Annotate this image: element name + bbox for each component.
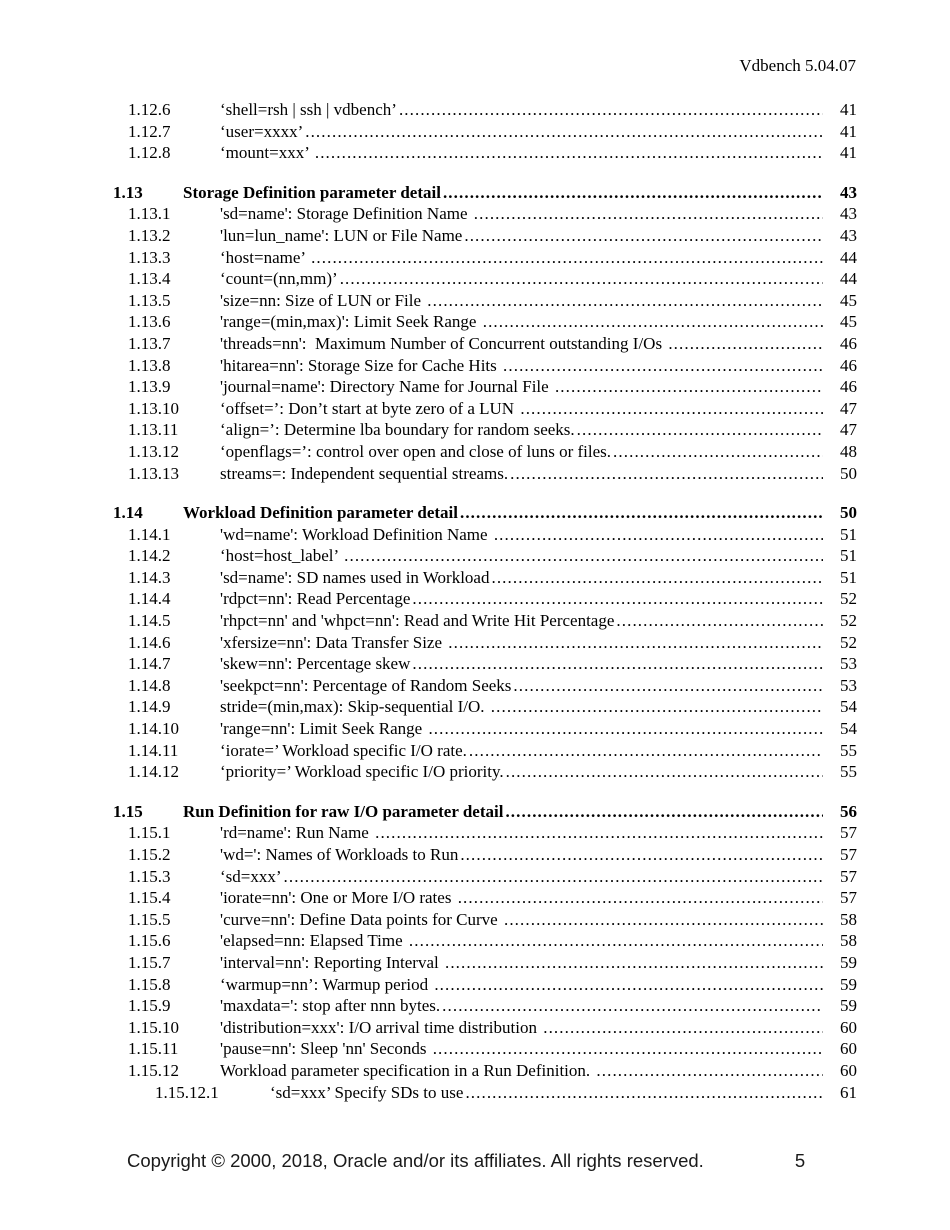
toc-entry-page: 50 bbox=[827, 502, 857, 1230]
toc-entry-title: ‘sd=xxx’ bbox=[220, 866, 282, 886]
toc-leader-dots bbox=[494, 524, 823, 546]
toc-entry-number: 1.14.11 bbox=[128, 740, 179, 760]
toc-entry bbox=[0, 268, 857, 290]
toc-entry bbox=[0, 930, 857, 952]
toc-section-entry bbox=[0, 502, 857, 524]
toc-entry-page: 56 bbox=[827, 801, 857, 1230]
toc-entry-number: 1.14.4 bbox=[128, 589, 171, 609]
toc-entry-title: ‘shell=rsh | ssh | vdbench’ bbox=[220, 100, 397, 119]
toc-entry bbox=[0, 844, 857, 866]
toc-entry-number: 1.12.8 bbox=[128, 143, 171, 163]
toc-entry bbox=[0, 225, 857, 247]
toc-entry-page: 53 bbox=[827, 675, 857, 1230]
toc-entry bbox=[0, 311, 857, 333]
toc-leader-dots bbox=[315, 142, 823, 164]
toc-leader-dots bbox=[510, 463, 823, 485]
toc-section-entry bbox=[0, 182, 857, 204]
toc-entry bbox=[0, 398, 857, 420]
toc-entry-number: 1.15.12.1 bbox=[155, 1082, 219, 1102]
toc-leader-dots bbox=[434, 974, 823, 996]
toc-entry bbox=[0, 952, 857, 974]
toc-entry bbox=[0, 632, 857, 654]
toc-entry-page: 59 bbox=[827, 995, 857, 1230]
toc-entry-number: 1.12.7 bbox=[128, 121, 171, 141]
toc-entry bbox=[0, 524, 857, 546]
toc-entry-title: ‘count=(nn,mm)’ bbox=[220, 269, 338, 289]
toc-entry-number: 1.15.8 bbox=[128, 974, 171, 994]
toc-entry bbox=[0, 99, 857, 121]
toc-leader-dots bbox=[305, 121, 823, 143]
toc-entry-number: 1.14.10 bbox=[128, 719, 179, 739]
toc-entry-page: 53 bbox=[827, 653, 857, 1230]
toc-leader-dots bbox=[344, 545, 823, 567]
toc-entry bbox=[0, 974, 857, 996]
toc-entry-number: 1.13.11 bbox=[128, 420, 179, 440]
toc-entry-page: 54 bbox=[827, 718, 857, 1230]
toc-entry-page: 60 bbox=[827, 1017, 857, 1230]
toc-entry-page: 51 bbox=[827, 545, 857, 1230]
toc-entry-page: 51 bbox=[827, 567, 857, 1230]
toc-entry-title: 'sd=name': SD names used in Workload bbox=[220, 567, 490, 587]
toc-entry bbox=[0, 696, 857, 718]
toc-entry-page: 43 bbox=[827, 182, 857, 1230]
toc-leader-dots bbox=[491, 567, 823, 589]
toc-entry-number: 1.14.1 bbox=[128, 524, 171, 544]
toc-leader-dots bbox=[474, 203, 823, 225]
toc-entry-page: 52 bbox=[827, 632, 857, 1230]
toc-entry bbox=[0, 761, 857, 783]
toc-entry-title: ‘mount=xxx’ bbox=[220, 143, 313, 163]
toc-entry-page: 59 bbox=[827, 974, 857, 1230]
toc-entry-number: 1.14.3 bbox=[128, 567, 171, 587]
doc-header bbox=[0, 56, 856, 76]
toc-entry-number: 1.15.11 bbox=[128, 1039, 179, 1059]
toc-entry bbox=[0, 333, 857, 355]
toc-entry-title: 'xfersize=nn': Data Transfer Size bbox=[220, 632, 447, 652]
toc-entry bbox=[0, 463, 857, 485]
toc-entry-page: 46 bbox=[827, 355, 857, 1230]
toc-entry-title: 'elapsed=nn: Elapsed Time bbox=[220, 931, 407, 951]
toc-entry-number: 1.15.1 bbox=[128, 823, 171, 843]
toc-entry bbox=[0, 610, 857, 632]
toc-leader-dots bbox=[577, 419, 823, 441]
toc-entry-page: 55 bbox=[827, 761, 857, 1230]
toc-entry-title: 'iorate=nn': One or More I/O rates bbox=[220, 888, 456, 908]
toc-entry-number: 1.15.5 bbox=[128, 909, 171, 929]
toc-entry-number: 1.15.7 bbox=[128, 952, 171, 972]
toc-entry-page: 46 bbox=[827, 333, 857, 1230]
toc-entry-number: 1.14.2 bbox=[128, 546, 171, 566]
toc-leader-dots bbox=[399, 99, 823, 121]
toc-entry bbox=[0, 247, 857, 269]
toc-entry-number: 1.13.8 bbox=[128, 355, 171, 375]
toc-entry-number: 1.12.6 bbox=[128, 100, 171, 119]
toc-entry-title: 'wd=': Names of Workloads to Run bbox=[220, 845, 459, 864]
toc-leader-dots bbox=[445, 952, 823, 974]
toc-entry-page: 47 bbox=[827, 398, 857, 1230]
toc-entry-title: 'journal=name': Directory Name for Journal File bbox=[220, 377, 553, 397]
toc-entry-page: 59 bbox=[827, 952, 857, 1230]
toc-entry bbox=[0, 887, 857, 909]
toc-leader-dots bbox=[458, 887, 823, 909]
toc-entry-title: ‘offset=’: Don’t start at byte zero of a LUN bbox=[220, 398, 519, 418]
toc-entry-number: 1.14.9 bbox=[128, 697, 171, 717]
toc-entry-number: 1.14.8 bbox=[128, 675, 171, 695]
toc-entry-page: 43 bbox=[827, 225, 857, 1230]
toc-leader-dots bbox=[311, 247, 823, 269]
toc-entry-page: 50 bbox=[827, 463, 857, 1230]
toc-entry-title: ‘host=name’ bbox=[220, 247, 310, 267]
toc-leader-dots bbox=[448, 632, 823, 654]
toc-leader-dots bbox=[543, 1017, 823, 1039]
doc-version-label: Vdbench 5.04.07 bbox=[739, 56, 856, 75]
toc-entry-page: 41 bbox=[827, 142, 857, 1230]
toc-entry-title: 'range=nn': Limit Seek Range bbox=[220, 719, 427, 739]
toc-entry-number: 1.14 bbox=[113, 503, 143, 523]
toc-entry-page: 52 bbox=[827, 588, 857, 1230]
toc-entry-page: 58 bbox=[827, 930, 857, 1230]
toc-entry-title: ‘align=’: Determine lba boundary for random seeks. bbox=[220, 420, 575, 440]
toc-entry-title: ‘sd=xxx’ Specify SDs to use bbox=[270, 1082, 464, 1102]
toc-entry-page: 41 bbox=[827, 121, 857, 1230]
toc-entry-title: ‘openflags=’: control over open and close of luns or files. bbox=[220, 441, 612, 461]
toc-entry-number: 1.13.1 bbox=[128, 204, 171, 224]
toc-entry-title: 'rd=name': Run Name bbox=[220, 823, 374, 843]
toc-entry-page: 46 bbox=[827, 376, 857, 1230]
toc-entry-title: 'threads=nn': Maximum Number of Concurrent outstanding I/Os bbox=[220, 333, 667, 353]
toc-entry bbox=[0, 822, 857, 844]
toc-entry-number: 1.13 bbox=[113, 182, 143, 202]
toc-entry-title: 'size=nn: Size of LUN or File bbox=[220, 290, 426, 310]
toc-leader-dots bbox=[506, 761, 823, 783]
toc-leader-dots bbox=[409, 930, 823, 952]
toc-leader-dots bbox=[460, 844, 823, 866]
toc-entry-title: 'distribution=xxx': I/O arrival time distribution bbox=[220, 1017, 542, 1037]
toc-entry-number: 1.13.12 bbox=[128, 441, 179, 461]
toc-entry bbox=[0, 203, 857, 225]
toc-entry-number: 1.13.5 bbox=[128, 290, 171, 310]
toc-entry-title: ‘user=xxxx’ bbox=[220, 121, 304, 141]
toc-entry-title: Workload parameter specification in a Run Definition. bbox=[220, 1060, 595, 1080]
toc-entry-number: 1.15.12 bbox=[128, 1060, 179, 1080]
toc-entry-page: 45 bbox=[827, 311, 857, 1230]
toc-leader-dots bbox=[520, 398, 823, 420]
toc-leader-dots bbox=[513, 675, 823, 697]
toc-entry-title: 'interval=nn': Reporting Interval bbox=[220, 952, 443, 972]
toc-leader-dots bbox=[555, 376, 823, 398]
toc-entry bbox=[0, 866, 857, 888]
toc-entry-number: 1.13.7 bbox=[128, 333, 171, 353]
toc-entry-page: 52 bbox=[827, 610, 857, 1230]
toc-entry bbox=[0, 441, 857, 463]
toc-entry-number: 1.13.9 bbox=[128, 377, 171, 397]
toc-entry bbox=[0, 545, 857, 567]
toc-entry-page: 51 bbox=[827, 524, 857, 1230]
toc-entry bbox=[0, 718, 857, 740]
toc-leader-dots bbox=[505, 801, 823, 823]
toc-entry bbox=[0, 1082, 857, 1104]
toc-entry bbox=[0, 1038, 857, 1060]
toc-leader-dots bbox=[596, 1060, 823, 1082]
toc-entry-number: 1.15 bbox=[113, 801, 143, 821]
toc-entry-page: 44 bbox=[827, 268, 857, 1230]
toc-leader-dots bbox=[427, 290, 823, 312]
toc-entry-title: stride=(min,max): Skip-sequential I/O. bbox=[220, 697, 489, 717]
toc-entry-number: 1.13.2 bbox=[128, 225, 171, 245]
toc-entry-number: 1.15.3 bbox=[128, 866, 171, 886]
toc-entry-page: 48 bbox=[827, 441, 857, 1230]
toc-entry-title: ‘priority=’ Workload specific I/O priority. bbox=[220, 762, 504, 782]
toc-entry-number: 1.13.13 bbox=[128, 463, 179, 483]
toc-entry-page: 57 bbox=[827, 887, 857, 1230]
toc-entry bbox=[0, 995, 857, 1017]
toc-entry-page: 44 bbox=[827, 247, 857, 1230]
table-of-contents bbox=[0, 99, 857, 1103]
toc-entry bbox=[0, 1017, 857, 1039]
page-number: 5 bbox=[794, 1150, 806, 1171]
toc-section-entry bbox=[0, 801, 857, 823]
toc-leader-dots bbox=[616, 610, 823, 632]
toc-entry-title: 'wd=name': Workload Definition Name bbox=[220, 524, 492, 544]
toc-entry-page: 58 bbox=[827, 909, 857, 1230]
toc-leader-dots bbox=[460, 502, 823, 524]
toc-entry-title: 'lun=lun_name': LUN or File Name bbox=[220, 225, 463, 245]
toc-entry-title: Run Definition for raw I/O parameter detail bbox=[183, 801, 504, 821]
toc-leader-dots bbox=[503, 355, 823, 377]
toc-entry-title: Storage Definition parameter detail bbox=[183, 182, 441, 202]
toc-leader-dots bbox=[469, 740, 823, 762]
toc-leader-dots bbox=[375, 822, 823, 844]
toc-entry-title: 'hitarea=nn': Storage Size for Cache Hits bbox=[220, 355, 502, 375]
toc-entry-number: 1.13.6 bbox=[128, 312, 171, 332]
toc-entry bbox=[0, 376, 857, 398]
toc-entry-page: 43 bbox=[827, 203, 857, 1230]
toc-entry-page: 41 bbox=[827, 99, 857, 1230]
toc-entry bbox=[0, 355, 857, 377]
toc-entry bbox=[0, 740, 857, 762]
toc-leader-dots bbox=[483, 311, 823, 333]
copyright-text: Copyright © 2000, 2018, Oracle and/or its affiliates. All rights reserved. bbox=[127, 1150, 704, 1171]
toc-leader-dots bbox=[443, 182, 823, 204]
toc-leader-dots bbox=[412, 588, 823, 610]
toc-entry-title: Workload Definition parameter detail bbox=[183, 503, 458, 523]
toc-entry-page: 47 bbox=[827, 419, 857, 1230]
toc-leader-dots bbox=[668, 333, 823, 355]
toc-entry bbox=[0, 121, 857, 143]
toc-entry-title: 'rdpct=nn': Read Percentage bbox=[220, 589, 411, 609]
toc-entry-title: 'rhpct=nn' and 'whpct=nn': Read and Write Hit Percentage bbox=[220, 611, 615, 631]
toc-entry-title: ‘host=host_label’ bbox=[220, 546, 343, 566]
toc-entry-page: 60 bbox=[827, 1060, 857, 1230]
toc-entry-number: 1.13.3 bbox=[128, 247, 171, 267]
toc-entry-page: 45 bbox=[827, 290, 857, 1230]
toc-entry bbox=[0, 419, 857, 441]
toc-leader-dots bbox=[465, 1082, 823, 1104]
toc-entry-page: 60 bbox=[827, 1038, 857, 1230]
toc-entry-number: 1.14.6 bbox=[128, 632, 171, 652]
toc-entry-number: 1.15.6 bbox=[128, 931, 171, 951]
toc-leader-dots bbox=[284, 866, 823, 888]
toc-entry bbox=[0, 567, 857, 589]
toc-entry-number: 1.15.4 bbox=[128, 888, 171, 908]
toc-entry-title: 'seekpct=nn': Percentage of Random Seeks bbox=[220, 675, 512, 695]
toc-entry bbox=[0, 675, 857, 697]
toc-leader-dots bbox=[442, 995, 823, 1017]
toc-entry-page: 61 bbox=[827, 1082, 857, 1230]
toc-leader-dots bbox=[340, 268, 823, 290]
toc-entry-title: ‘iorate=’ Workload specific I/O rate. bbox=[220, 740, 467, 760]
toc-entry bbox=[0, 653, 857, 675]
toc-entry-number: 1.15.9 bbox=[128, 996, 171, 1016]
toc-entry-page: 57 bbox=[827, 866, 857, 1230]
toc-entry-number: 1.14.7 bbox=[128, 654, 171, 674]
toc-entry bbox=[0, 909, 857, 931]
toc-leader-dots bbox=[504, 909, 823, 931]
toc-leader-dots bbox=[491, 696, 823, 718]
toc-leader-dots bbox=[613, 441, 823, 463]
toc-leader-dots bbox=[433, 1038, 823, 1060]
toc-entry-page: 57 bbox=[827, 844, 857, 1230]
toc-entry-page: 55 bbox=[827, 740, 857, 1230]
toc-leader-dots bbox=[428, 718, 823, 740]
toc-entry-number: 1.14.12 bbox=[128, 762, 179, 782]
toc-entry-title: ‘warmup=nn’: Warmup period bbox=[220, 974, 433, 994]
toc-entry-title: 'pause=nn': Sleep 'nn' Seconds bbox=[220, 1039, 431, 1059]
toc-leader-dots bbox=[412, 653, 823, 675]
toc-entry-number: 1.14.5 bbox=[128, 611, 171, 631]
toc-entry-title: 'curve=nn': Define Data points for Curve bbox=[220, 909, 502, 929]
toc-entry-page: 57 bbox=[827, 822, 857, 1230]
toc-entry-title: 'sd=name': Storage Definition Name bbox=[220, 204, 472, 224]
toc-entry-number: 1.13.10 bbox=[128, 398, 179, 418]
toc-entry-title: 'maxdata=': stop after nnn bytes. bbox=[220, 996, 441, 1016]
toc-entry-title: streams=: Independent sequential streams. bbox=[220, 463, 509, 483]
toc-entry-title: 'skew=nn': Percentage skew bbox=[220, 654, 411, 674]
toc-entry-number: 1.15.10 bbox=[128, 1017, 179, 1037]
toc-entry bbox=[0, 290, 857, 312]
toc-entry bbox=[0, 142, 857, 164]
toc-leader-dots bbox=[464, 225, 823, 247]
toc-entry bbox=[0, 588, 857, 610]
toc-entry-number: 1.13.4 bbox=[128, 269, 171, 289]
toc-entry-title: 'range=(min,max)': Limit Seek Range bbox=[220, 312, 481, 332]
toc-entry-page: 54 bbox=[827, 696, 857, 1230]
toc-entry bbox=[0, 1060, 857, 1082]
toc-entry-number: 1.15.2 bbox=[128, 845, 171, 864]
